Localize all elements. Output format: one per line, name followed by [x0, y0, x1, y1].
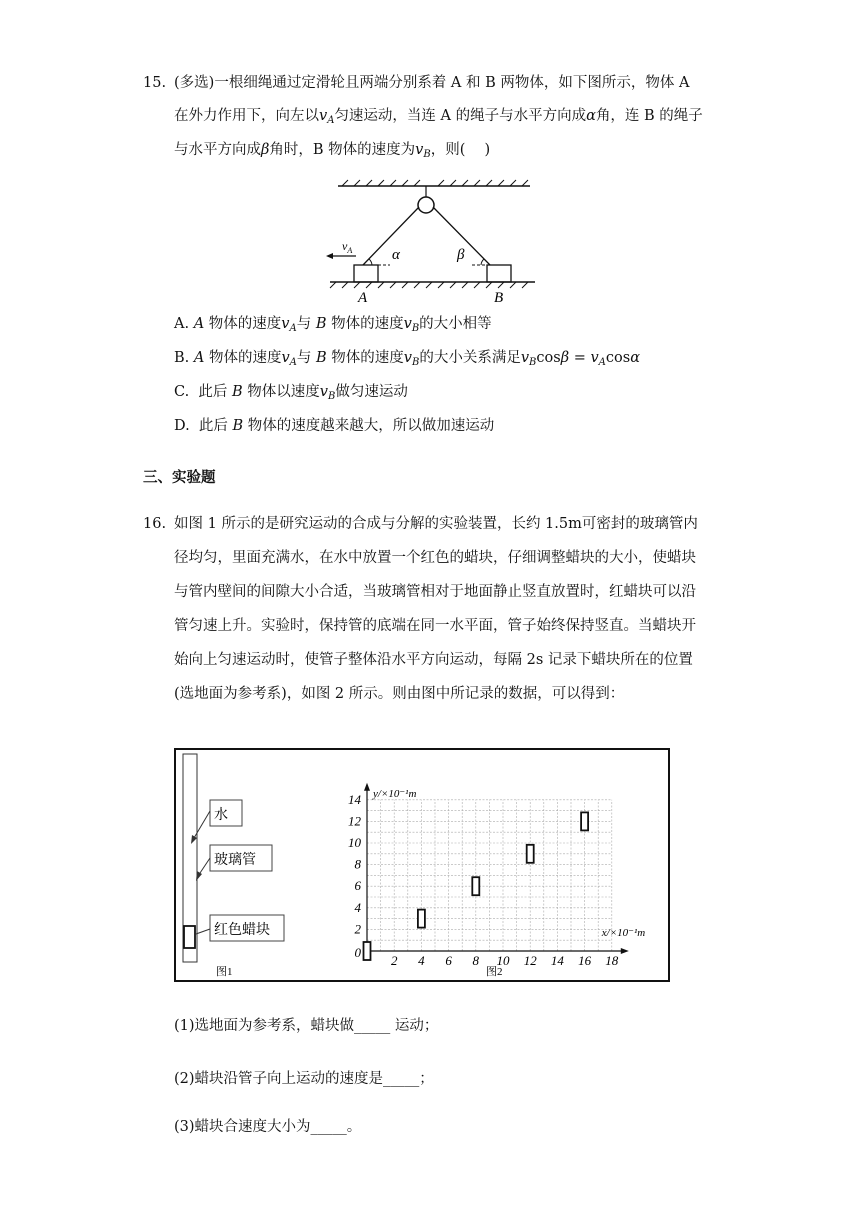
- option-a: A. A 物体的速度$v_A$与 B 物体的速度$v_B$的大小相等: [174, 316, 492, 334]
- q16-line-6: (选地面为参考系)，如图 2 所示。则由图中所记录的数据，可以得到：: [174, 686, 625, 702]
- experiment-figure: [174, 748, 670, 982]
- x-tick-label: 18: [605, 953, 619, 968]
- y-tick-label: 2: [354, 921, 361, 937]
- q15-line3-part-c: ，则( ): [430, 142, 491, 158]
- y-tick-label: 6: [354, 878, 361, 894]
- pulley-diagram: [320, 176, 545, 306]
- q15-line3-part-b: 角时，B 物体的速度为: [269, 142, 416, 158]
- wax-block: [184, 926, 195, 948]
- question-16-number: 16.: [143, 516, 167, 532]
- question-15-line-3: 与水平方向成β角时，B 物体的速度为$v_B$，则( ): [174, 142, 491, 160]
- q15-line2-part-a: 在外力作用下，向左以: [174, 108, 319, 124]
- fig1-tube-label: 玻璃管: [214, 853, 256, 868]
- q15-line3-part-a: 与水平方向成: [174, 142, 261, 158]
- q16-line-4: 管匀速上升。实验时，保持管的底端在同一水平面，管子始终保持竖直。当蜡块开: [174, 618, 696, 634]
- option-b: B. A 物体的速度$v_A$与 B 物体的速度$v_B$的大小关系满足$v_B\cos\beta = v_A\cos\alpha$: [174, 350, 640, 368]
- data-point-marker: [418, 910, 425, 928]
- question-15-line-2: 在外力作用下，向左以$v_A$匀速运动，当连 A 的绳子与水平方向成α角，连 B 的绳子: [174, 108, 703, 126]
- label-va: $v_A$: [342, 239, 353, 255]
- fig1-water-label: 水: [214, 808, 228, 823]
- y-tick-label: 10: [348, 835, 361, 850]
- q16-line-5: 始向上匀速运动时，使管子整体沿水平方向运动，每隔 2s 记录下蜡块所在的位置: [174, 652, 693, 668]
- fig1-caption: 图1: [216, 966, 233, 978]
- fig1-block-label: 红色蜡块: [214, 923, 270, 938]
- question-15-line-1: (多选)一根细绳通过定滑轮且两端分别系着 A 和 B 两物体，如下图所示，物体 A: [174, 75, 690, 91]
- sub-question-3: (3)蜡块合速度大小为_____。: [174, 1119, 362, 1135]
- x-tick-label: 8: [472, 953, 480, 968]
- section-header: 三、实验题: [143, 470, 216, 486]
- q15-line2-part-c: 角，连 B 的绳子: [595, 108, 703, 124]
- x-tick-label: 12: [523, 953, 537, 968]
- label-a: A: [358, 290, 368, 306]
- x-tick-label: 6: [445, 953, 452, 968]
- fig2-caption: 图2: [486, 966, 503, 978]
- q16-line-3: 与管内壁间的间隙大小合适，当玻璃管相对于地面静止竖直放置时，红蜡块可以沿: [174, 584, 696, 600]
- x-tick-label: 4: [418, 953, 425, 968]
- data-point-marker: [581, 812, 588, 830]
- x-tick-label: 16: [578, 953, 592, 968]
- sub-question-1: (1)选地面为参考系，蜡块做_____ 运动；: [174, 1018, 439, 1034]
- block-b: [487, 265, 511, 282]
- data-point-marker: [472, 877, 479, 895]
- label-alpha: α: [392, 247, 400, 263]
- origin-label: 0: [354, 945, 361, 960]
- x-axis-label: x/×10⁻¹m: [601, 927, 646, 939]
- q16-line-1: 如图 1 所示的是研究运动的合成与分解的实验装置，长约 1.5m可密封的玻璃管内: [174, 516, 698, 532]
- data-point-marker: [364, 942, 371, 960]
- label-beta: β: [457, 247, 465, 263]
- question-15-number: 15.: [143, 75, 167, 91]
- pulley-wheel: [418, 197, 434, 213]
- block-a: [354, 265, 378, 282]
- y-tick-label: 4: [354, 899, 361, 915]
- option-d: D. 此后 B 物体的速度越来越大，所以做加速运动: [174, 418, 495, 434]
- label-b: B: [494, 290, 504, 306]
- x-tick-label: 10: [496, 953, 510, 968]
- sub-question-2: (2)蜡块沿管子向上运动的速度是_____；: [174, 1071, 434, 1087]
- option-c: C. 此后 B 物体以速度$v_B$做匀速运动: [174, 384, 408, 402]
- y-tick-label: 12: [348, 813, 361, 829]
- data-point-marker: [527, 845, 534, 863]
- q15-line2-part-b: 匀速运动，当连 A 的绳子与水平方向成: [334, 108, 587, 124]
- x-tick-label: 2: [390, 953, 398, 968]
- x-tick-label: 14: [550, 953, 564, 968]
- y-tick-label: 8: [354, 856, 361, 872]
- q16-line-2: 径均匀，里面充满水，在水中放置一个红色的蜡块，仔细调整蜡块的大小，使蜡块: [174, 550, 696, 566]
- y-tick-label: 14: [348, 791, 361, 807]
- y-axis-label: y/×10⁻¹m: [373, 787, 417, 800]
